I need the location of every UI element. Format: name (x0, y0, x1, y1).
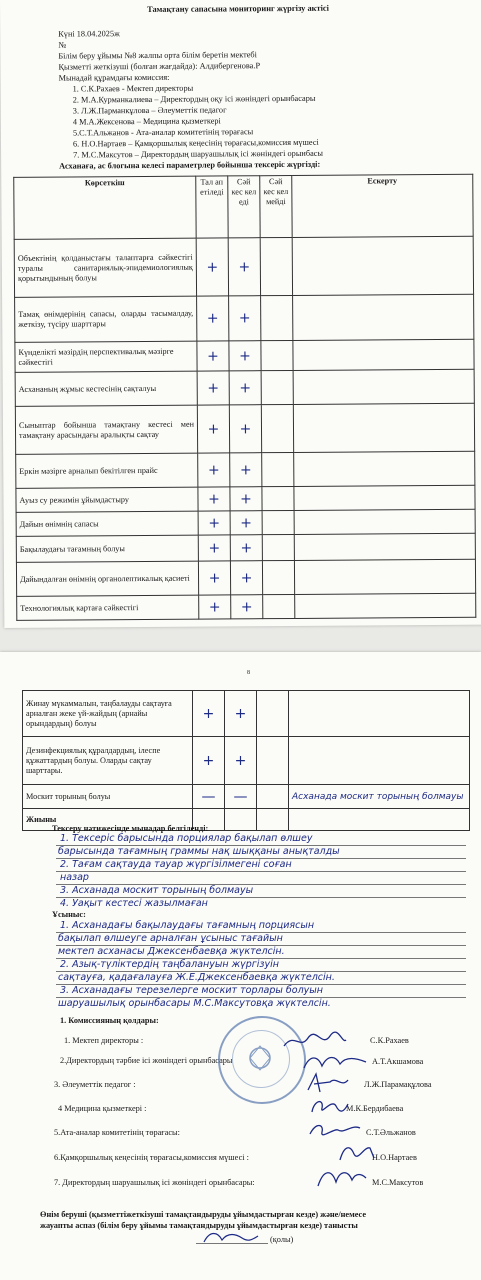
row-required-mark: + (198, 511, 230, 535)
table-row (16, 559, 475, 596)
proposal-line: сақтауға, қадағалауға Ж.Е.Джексенбаевқа жүктелсін. (58, 972, 335, 983)
document-title: Тамақтану сапасына мониторинг жүргізу актісі (147, 3, 329, 14)
signature-caption: (қолы) (270, 1235, 294, 1244)
row-noncompliant-cell (260, 237, 292, 295)
row-note-cell (289, 737, 470, 785)
school-line: Білім беру ұйымы №8 жалпы орта білім беретін мектебі (58, 50, 257, 61)
table-row (15, 339, 474, 372)
member-line: 6. Н.О.Нартаев – Қамқоршылық кеңесінің төрағасы,комиссия мүшесі (72, 137, 319, 149)
row-compliant-mark: + (229, 371, 261, 405)
parameters-table (13, 174, 476, 621)
member-line: 4 М.А.Жексенова – Медицина қызметкері (72, 116, 221, 127)
row-compliant-mark: + (231, 595, 263, 619)
row-noncompliant-cell (257, 737, 289, 785)
signature-name: М.К.Бердибаева (346, 1104, 404, 1113)
row-indicator: Жинау мүкаммалын, таңбалауды сақтауға арналған жеке үй-жайдың (арнайы орындардың) болуы (23, 691, 193, 737)
finding-line: 4. Уақыт кестесі жазылмаған (60, 898, 208, 909)
row-noncompliant-cell (261, 404, 293, 452)
row-noncompliant-cell (261, 340, 293, 370)
proposal-line: 2. Азық-түліктердің таңбалануын жүргізуін (60, 959, 279, 970)
row-required-mark: + (198, 453, 230, 487)
signature-scribble (334, 1140, 378, 1166)
row-required-mark: + (199, 595, 231, 619)
row-note-cell (293, 294, 474, 340)
finding-line: 1. Тексеріс барысында порциялар бақылап өлшеу (60, 833, 313, 844)
row-note-cell (289, 691, 470, 737)
row-indicator: Москит торының болуы (23, 785, 193, 809)
row-note-cell (293, 369, 474, 404)
row-note-cell (294, 485, 475, 510)
row-indicator: Ауыз су режимін ұйымдастыру (16, 487, 198, 512)
row-noncompliant-cell (261, 370, 293, 404)
finding-line: 2. Тағам сақтауда тауар жүргізілмегені соған (60, 859, 292, 870)
signature-name: А.Т.Акшамова (372, 1057, 424, 1066)
row-compliant-mark: + (230, 487, 262, 511)
row-required-mark: + (197, 371, 229, 405)
signature-role: 6.Қамқоршылық кеңесінің төрағасы,комиссия мүшесі : (54, 1153, 249, 1162)
row-required-mark: + (198, 561, 230, 595)
row-indicator: Тамақ өнімдерінің сапасы, оларды тасымалдау, жеткізу, түсіру шарттары (15, 296, 197, 342)
writing-line (56, 871, 466, 872)
signature-scribble (314, 1164, 370, 1192)
member-line: 3. Л.Ж.Парманкұлова – Әлеуметтік педагог (72, 105, 227, 116)
row-indicator: Дайын өнімнің сапасы (16, 511, 198, 536)
signature-name: Н.О.Нартаев (372, 1153, 417, 1162)
signature-scribble (304, 1118, 364, 1142)
row-note-cell (294, 509, 475, 534)
member-line: 2. М.А.Курманкалиева – Директордың оқу ісі жөніндегі орынбасары (72, 93, 316, 105)
row-note-cell (294, 451, 475, 486)
act-page-1 (0, 0, 481, 628)
service-provider-line: Қызметті жеткізуші (болған жағдайда): Алдибергенова.Р (58, 61, 261, 72)
row-required-mark: + (197, 405, 229, 453)
signature-role: 3. Әлеуметтік педагог : (54, 1080, 136, 1089)
row-compliant-mark: + (225, 691, 257, 737)
row-compliant-mark: — (225, 785, 257, 809)
finding-line: барысында тағамның граммы нақ шыққаны анықталды (58, 846, 340, 857)
signature-role: 7. Директордың шаруашылық ісі жөніндегі орынбасары: (54, 1178, 255, 1187)
row-noncompliant-cell (257, 785, 289, 809)
signature-role: 1. Мектеп директоры : (64, 1036, 144, 1045)
table-header-row (14, 174, 473, 239)
table-row (15, 369, 474, 406)
row-required-mark: + (197, 341, 229, 371)
row-noncompliant-cell (257, 809, 289, 831)
row-compliant-mark (225, 809, 257, 831)
member-line: 5.С.Т.Альжанов - Ата-аналар комитетінің төрағасы (72, 127, 254, 138)
commission-label: Мынадай құрамдағы комиссия: (58, 72, 170, 83)
row-note-cell (294, 533, 475, 560)
member-line: 7. М.С.Максутов – Директордың шаруашылық ісі жөніндегі орынбасы (73, 148, 324, 160)
row-indicator: Дезинфекциялық құралдардың, ілеспе құжаттардың болуы. Оларды сақтау шарттары. (23, 737, 193, 785)
signature-scribble (280, 1030, 350, 1052)
row-note-cell (293, 403, 474, 452)
signature-scribble (306, 1094, 350, 1118)
footer-line: жауапты аспаз (білім беру ұйымы тамақтандыруды ұйымдастырған кезде) танысты (40, 1221, 358, 1230)
row-indicator: Объектінің қолданыстағы талаптарға сәйкестігі туралы санитариялық-эпидемиологиялық қорытындының болуы (14, 238, 196, 297)
row-noncompliant-cell (263, 594, 295, 618)
row-required-mark: + (196, 238, 228, 296)
table-row (16, 533, 475, 562)
row-indicator: Күнделікті мәзірдің перспективалық мәзірге сәйкестігі (15, 341, 197, 372)
row-required-mark: + (198, 535, 230, 561)
table-row (14, 236, 473, 297)
proposal-line: 1. Асханадағы бақылаудағы тағамның порциясын (60, 920, 315, 931)
row-compliant-mark: + (230, 561, 262, 595)
row-required-mark: + (198, 487, 230, 511)
header-required: Тал ап етіледі (196, 176, 228, 238)
stamp-emblem-icon (218, 1016, 302, 1100)
row-required-mark: + (193, 737, 225, 785)
row-noncompliant-cell (257, 691, 289, 737)
row-noncompliant-cell (262, 510, 294, 534)
row-required-mark: + (197, 296, 229, 341)
finding-line: назар (60, 872, 89, 883)
row-note-cell (289, 809, 470, 831)
check-label: Асханаға, ас блогына келесі параметрлер бойынша тексеріс жүргізді: (59, 159, 321, 171)
row-indicator: Асхананың жұмыс кестесінің сақталуы (15, 371, 197, 406)
findings-label: Тексеру нәтижесінде мынадар белгіленді: (52, 824, 209, 833)
table-row (15, 403, 474, 454)
row-note-cell (295, 593, 476, 618)
row-note-cell: Асханада москит торының болмауы (289, 785, 470, 809)
proposal-line: 3. Асханадағы терезелерге москит торлары болуын (60, 985, 323, 996)
row-compliant-mark: + (230, 453, 262, 487)
table-row (16, 509, 475, 536)
signature-name: Л.Ж.Парамақұлова (364, 1080, 432, 1089)
row-indicator: Дайындалған өнімнің органолептикалық қасиеті (16, 561, 198, 596)
signature-scribble (302, 1070, 352, 1096)
finding-line: 3. Асханада москит торының болмауы (60, 885, 254, 896)
proposals-label: Ұсыныс: (52, 910, 86, 919)
row-noncompliant-cell (262, 560, 294, 594)
row-compliant-mark: + (229, 341, 261, 371)
row-indicator: Жиыны (23, 809, 193, 831)
row-indicator: Технологиялық картаға сәйкестігі (17, 595, 199, 620)
table-row (23, 737, 470, 785)
footer-line: Өнім беруші (қызметтіжеткізуші тамақтандыруды ұйымдастырған кезде) және/немесе (40, 1210, 367, 1219)
table-row (15, 294, 474, 342)
row-note-cell (294, 559, 475, 594)
table-row (23, 785, 470, 809)
signature-role: 4 Медицина қызметкері : (58, 1104, 147, 1113)
proposal-line: бақылап өлшеуге арналған ұсыныс тағайын (58, 933, 283, 944)
row-note-cell (293, 339, 474, 370)
proposal-line: шаруашылық орынбасары М.С.Максутовқа жүктелсін. (58, 998, 331, 1009)
row-note-cell (292, 236, 473, 295)
row-compliant-mark: + (230, 511, 262, 535)
date-label: Күні 18.04.2025ж (58, 29, 120, 39)
header-note: Ескерту (292, 174, 473, 237)
parameters-table-continued (22, 690, 470, 831)
header-noncompliant: Сәй кес кел мейді (260, 175, 292, 237)
row-compliant-mark: + (229, 405, 261, 453)
row-noncompliant-cell (261, 295, 293, 340)
row-compliant-mark: + (230, 535, 262, 561)
row-indicator: Еркін мәзірге арналып бекітілген прайс (16, 453, 198, 488)
row-required-mark: + (193, 691, 225, 737)
member-line: 1. С.К.Рахаев - Мектеп директоры (72, 83, 194, 94)
row-noncompliant-cell (262, 452, 294, 486)
row-compliant-mark: + (228, 238, 260, 296)
act-page-2 (0, 652, 481, 1280)
signature-role: 5.Ата-аналар комитетінің төрағасы: (54, 1128, 180, 1137)
table-row (16, 485, 475, 512)
table-row (23, 691, 470, 737)
signatures-label: 1. Комиссияның қолдары: (60, 1016, 159, 1025)
signature-name: С.Т.Әльжанов (366, 1128, 416, 1137)
header-compliant: Сәй кес кел еді (228, 176, 260, 238)
header-indicator: Көрсеткіш (14, 176, 196, 239)
row-noncompliant-cell (262, 534, 294, 560)
row-indicator: Сыныптар бойынша тамақтану кестесі мен тамақтану арасындағы аралықты сақтау (15, 405, 197, 454)
table-row (16, 451, 475, 488)
proposal-line: мектеп асханасы Джексенбаевқа жүктелсін. (58, 946, 285, 957)
row-required-mark: — (193, 785, 225, 809)
row-compliant-mark: + (225, 737, 257, 785)
row-noncompliant-cell (262, 486, 294, 510)
signature-scribble (200, 1228, 260, 1246)
page-number: 8 (247, 670, 250, 676)
table-row (17, 593, 476, 620)
row-indicator: Бақылаудағы тағамның болуы (16, 535, 198, 562)
signature-scribble (300, 1050, 370, 1072)
number-label: № (58, 40, 67, 50)
signature-name: М.С.Максутов (372, 1178, 424, 1187)
row-compliant-mark: + (229, 296, 261, 341)
signature-role: 2.Директордың тәрбие ісі жөніндегі орынбасары (60, 1056, 233, 1065)
signature-name: С.К.Рахаев (370, 1036, 409, 1045)
